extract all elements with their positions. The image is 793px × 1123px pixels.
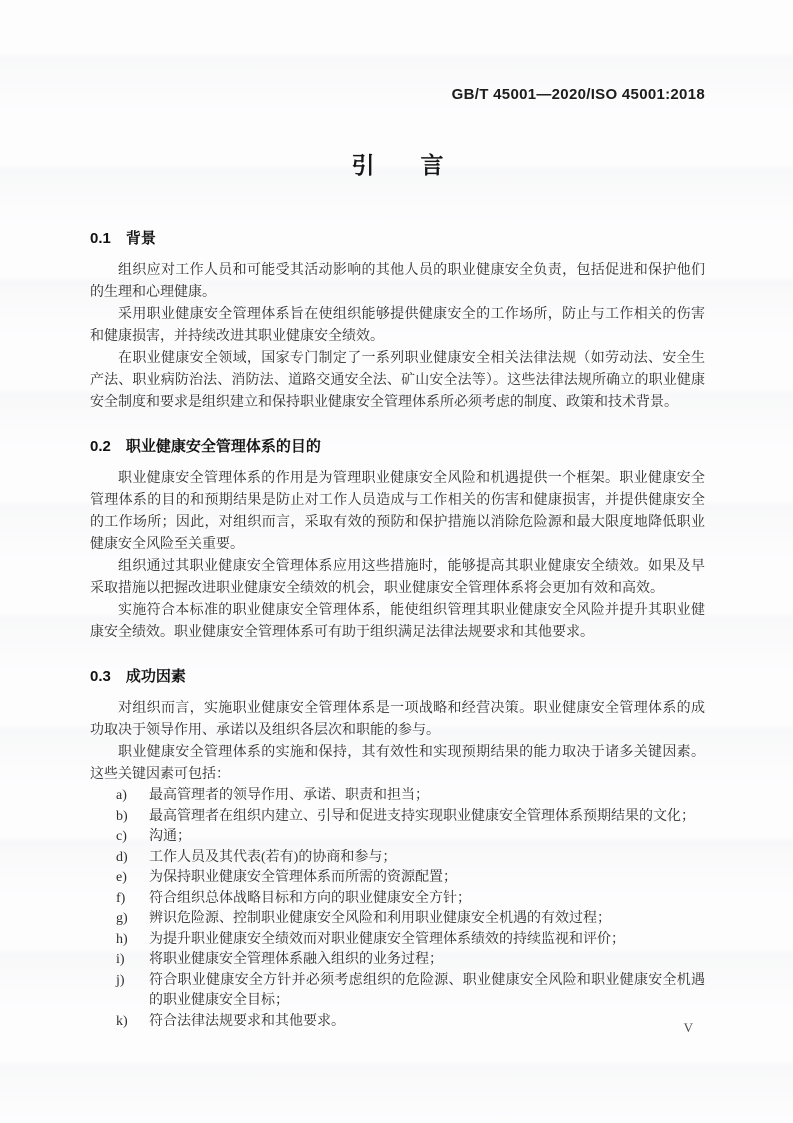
document-content [90,230,705,1032]
list-item [116,868,705,889]
section-title: 职业健康安全管理体系的目的 [125,438,321,455]
list-item [116,889,705,910]
list-item-label: i) [116,952,125,967]
list-item-text: 符合法律法规要求和其他要求。 [149,1013,345,1029]
list-item [116,971,705,1012]
paragraph: 采用职业健康安全管理体系旨在使组织能够提供健康安全的工作场所，防止与工作相关的伤害和健康损害，并持续改进其职业健康安全绩效。 [90,307,705,344]
list-item-text: 最高管理者的领导作用、承诺、职责和担当； [149,788,429,803]
standard-code: GB/T 45001—2020/ISO 45001:2018 [451,86,705,103]
list-item [116,786,705,807]
section-heading-background [90,230,705,248]
list-item-text: 工作人员及其代表(若有)的协商和参与； [149,849,397,865]
list-item-label: j) [116,972,125,988]
paragraph: 职业健康安全管理体系的实施和保持，其有效性和实现预期结果的能力取决于诸多关键因素。这些关键因素可包括： [90,745,705,782]
list-item [116,909,705,930]
list-item-label: b) [116,808,128,824]
list-item-label: c) [116,829,127,844]
section-number: 0.2 [90,438,111,455]
paragraph: 组织应对工作人员和可能受其活动影响的其他人员的职业健康安全负责，包括促进和保护他们的生理和心理健康。 [90,263,705,300]
list-item-text: 符合组织总体战略目标和方向的职业健康安全方针； [149,890,471,906]
section-heading-success-factors [90,668,705,686]
list-item-label: h) [116,931,128,947]
page-number: V [683,1020,693,1035]
list-item [116,930,705,951]
section-body-background [90,260,705,414]
list-item [116,1012,705,1033]
section-body-success-factors [90,698,705,1032]
section-number: 0.3 [90,668,111,685]
list-item-label: a) [116,788,127,803]
list-item-label: e) [116,870,127,885]
list-item [116,807,705,828]
paragraph: 在职业健康安全领域，国家专门制定了一系列职业健康安全相关法律法规（如劳动法、安全生产法、职业病防治法、消防法、道路交通安全法、矿山安全法等）。这些法律法规所确立的职业健康安全制度和要求是组织建立和保持职业健康安全管理体系所必须考虑的制度、政策和技术背景。 [90,351,705,410]
list-item-text: 将职业健康安全管理体系融入组织的业务过程； [149,952,443,967]
paragraph: 实施符合本标准的职业健康安全管理体系，能使组织管理其职业健康安全风险并提升其职业健康安全绩效。职业健康安全管理体系可有助于组织满足法律法规要求和其他要求。 [90,603,705,640]
paragraph: 对组织而言，实施职业健康安全管理体系是一项战略和经营决策。职业健康安全管理体系的成功取决于领导作用、承诺以及组织各层次和职能的参与。 [90,701,705,738]
list-item [116,950,705,971]
list-item-text: 为提升职业健康安全绩效而对职业健康安全管理体系绩效的持续监视和评价； [149,931,625,947]
section-number: 0.1 [90,230,111,247]
section-title: 成功因素 [125,668,186,685]
section-heading-purpose [90,438,705,456]
section-title: 背景 [125,230,156,247]
list-item-label: d) [116,849,128,865]
list-item-label: g) [116,911,128,926]
section-body-purpose [90,468,705,644]
list-item-label: f) [116,890,126,906]
list-item-text: 为保持职业健康安全管理体系而所需的资源配置； [149,870,457,885]
success-factor-list [90,786,705,1032]
list-item-label: k) [116,1013,128,1029]
list-item [116,827,705,848]
list-item-text: 最高管理者在组织内建立、引导和促进支持实现职业健康安全管理体系预期结果的文化； [149,808,695,824]
list-item-text: 符合职业健康安全方针并必须考虑组织的危险源、职业健康安全风险和职业健康安全机遇的职业健康安全目标； [149,972,705,1008]
page-title: 引 言 [351,152,444,178]
paragraph: 职业健康安全管理体系的作用是为管理职业健康安全风险和机遇提供一个框架。职业健康安全管理体系的目的和预期结果是防止对工作人员造成与工作相关的伤害和健康损害，并提供健康安全的工作场所；因此，对组织而言，采取有效的预防和保护措施以消除危险源和最大限度地降低职业健康安全风险至关重要。 [90,471,705,552]
list-item [116,848,705,869]
list-item-text: 辨识危险源、控制职业健康安全风险和利用职业健康安全机遇的有效过程； [149,911,611,926]
paragraph: 组织通过其职业健康安全管理体系应用这些措施时，能够提高其职业健康安全绩效。如果及早采取措施以把握改进职业健康安全绩效的机会，职业健康安全管理体系将会更加有效和高效。 [90,559,705,596]
list-item-text: 沟通； [149,829,191,844]
